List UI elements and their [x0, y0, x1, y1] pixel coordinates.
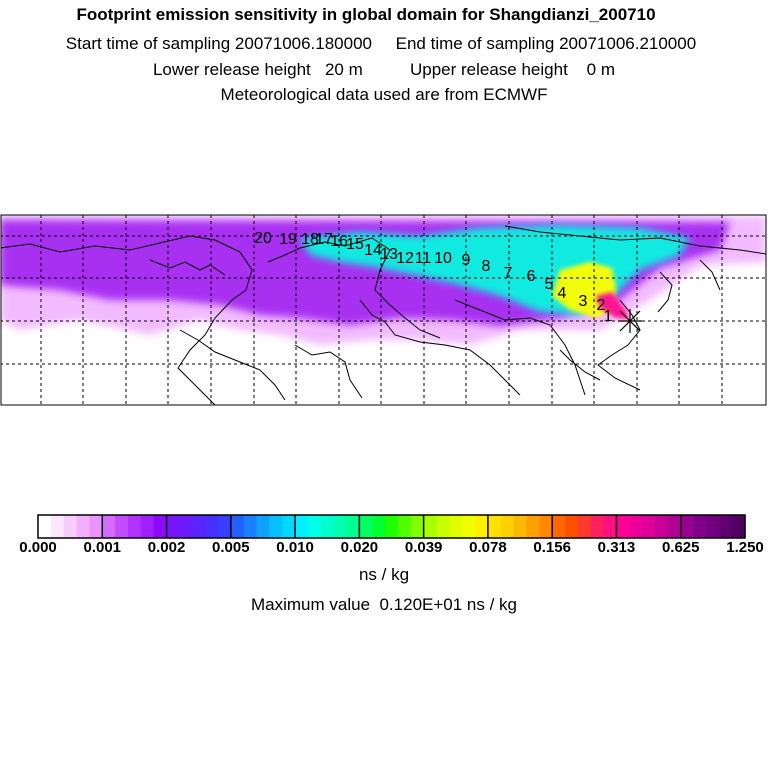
colorbar-swatch: [115, 515, 128, 538]
colorbar-swatch: [282, 515, 295, 538]
colorbar-swatch: [398, 515, 411, 538]
colorbar-swatch: [244, 515, 257, 538]
sampling-time-line: Start time of sampling 20071006.180000 End time of sampling 20071006.210000: [65, 34, 697, 53]
colorbar-swatch: [308, 515, 321, 538]
colorbar-swatch: [642, 515, 655, 538]
colorbar-tick-label: 0.001: [83, 539, 122, 556]
colorbar-swatch: [89, 515, 102, 538]
colorbar-tick-label: 0.078: [469, 539, 507, 556]
colorbar-swatch: [681, 515, 694, 538]
colorbar-swatch: [436, 515, 449, 538]
colorbar-swatch: [38, 515, 51, 538]
colorbar-swatch: [218, 515, 231, 538]
trajectory-label-1: 1: [603, 308, 613, 326]
colorbar-tick-label: 0.002: [147, 539, 186, 556]
colorbar-tick-label: 0.156: [533, 539, 571, 556]
trajectory-label-7: 7: [503, 265, 513, 283]
trajectory-label-2: 2: [596, 297, 606, 315]
colorbar-swatch: [462, 515, 475, 538]
colorbar-swatch: [565, 515, 578, 538]
colorbar-swatch: [154, 515, 167, 538]
colorbar-swatch: [514, 515, 527, 538]
colorbar-swatch: [269, 515, 282, 538]
colorbar-swatch: [552, 515, 565, 538]
colorbar-swatch: [257, 515, 270, 538]
colorbar-tick-label: 0.010: [276, 539, 314, 556]
trajectory-label-14: 14: [364, 242, 382, 260]
colorbar-swatch: [295, 515, 308, 538]
colorbar-swatch: [591, 515, 604, 538]
colorbar-swatch: [668, 515, 681, 538]
map-title: Footprint emission sensitivity in global domain for Shangdianzi_200710: [76, 5, 656, 24]
colorbar-swatch: [179, 515, 192, 538]
trajectory-label-18: 18: [301, 231, 319, 249]
colorbar-swatch: [102, 515, 115, 538]
trajectory-label-9: 9: [461, 252, 471, 270]
colorbar-swatch: [51, 515, 64, 538]
colorbar-tick-label: 0.625: [661, 539, 700, 556]
trajectory-label-17: 17: [315, 231, 333, 249]
colorbar-swatch: [205, 515, 218, 538]
colorbar-swatch: [424, 515, 437, 538]
colorbar-swatch: [321, 515, 334, 538]
trajectory-label-8: 8: [481, 258, 491, 276]
colorbar-swatch: [475, 515, 488, 538]
colorbar-swatch: [128, 515, 141, 538]
colorbar-tick-label: 0.020: [340, 539, 379, 556]
trajectory-label-5: 5: [544, 276, 554, 294]
trajectory-label-12: 12: [396, 250, 414, 268]
trajectory-label-13: 13: [380, 246, 398, 264]
colorbar-swatch: [629, 515, 642, 538]
colorbar-swatches: [38, 515, 746, 538]
colorbar-swatch: [334, 515, 347, 538]
colorbar-tick-label: 0.039: [404, 539, 443, 556]
trajectory-label-3: 3: [578, 293, 588, 311]
colorbar-swatch: [732, 515, 745, 538]
trajectory-label-19: 19: [279, 231, 297, 249]
colorbar-swatch: [539, 515, 552, 538]
colorbar-swatch: [411, 515, 424, 538]
meteorological-source-line: Meteorological data used are from ECMWF: [220, 85, 548, 104]
colorbar-swatch: [167, 515, 180, 538]
colorbar-swatch: [526, 515, 539, 538]
colorbar-swatch: [488, 515, 501, 538]
colorbar-swatch: [372, 515, 385, 538]
trajectory-label-11: 11: [414, 250, 432, 268]
colorbar-swatch: [501, 515, 514, 538]
colorbar-swatch: [141, 515, 154, 538]
colorbar-swatch: [192, 515, 205, 538]
trajectory-label-20: 20: [254, 230, 272, 248]
trajectory-label-15: 15: [346, 236, 364, 254]
release-height-line: Lower release height 20 m Upper release height 0 m: [152, 60, 616, 79]
colorbar-tick-label: 0.005: [212, 539, 250, 556]
colorbar-swatch: [64, 515, 77, 538]
colorbar-swatch: [449, 515, 462, 538]
colorbar-swatch: [77, 515, 90, 538]
colorbar-swatch: [655, 515, 668, 538]
maximum-value-label: Maximum value 0.120E+01 ns / kg: [251, 595, 517, 614]
colorbar-tick-label: 0.000: [19, 539, 57, 556]
colorbar-swatch: [616, 515, 629, 538]
colorbar-tick-label: 0.313: [597, 539, 636, 556]
colorbar-unit: ns / kg: [358, 565, 410, 584]
trajectory-label-10: 10: [434, 250, 452, 268]
trajectory-label-6: 6: [526, 268, 536, 286]
colorbar-swatch: [604, 515, 617, 538]
colorbar-swatch: [578, 515, 591, 538]
colorbar-swatch: [359, 515, 372, 538]
colorbar-swatch: [694, 515, 707, 538]
colorbar-swatch: [706, 515, 719, 538]
colorbar-swatch: [231, 515, 244, 538]
trajectory-label-4: 4: [557, 285, 567, 303]
colorbar-swatch: [347, 515, 360, 538]
trajectory-label-16: 16: [330, 233, 348, 251]
colorbar-swatch: [719, 515, 732, 538]
colorbar-tick-label: 1.250: [726, 539, 764, 556]
colorbar-swatch: [385, 515, 398, 538]
